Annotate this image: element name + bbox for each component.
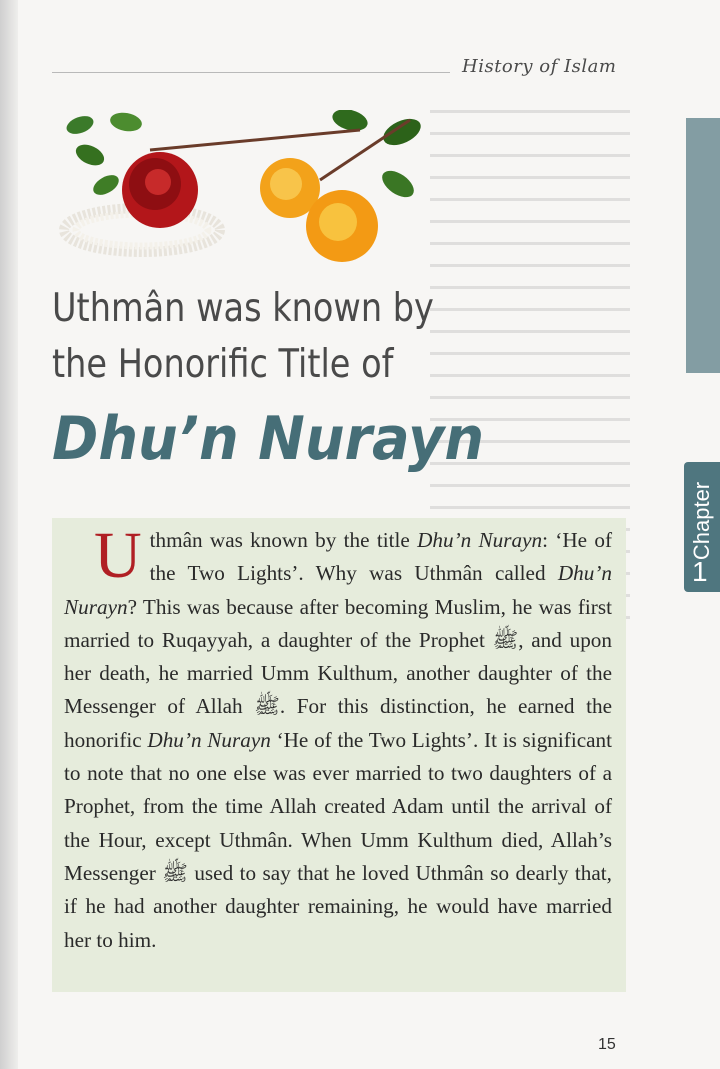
chapter-tab-number: 1 bbox=[692, 556, 708, 587]
body-text-segment: ‘He of the Two Lights’. It is significant to note that no one else was ever married to two daughters of a Prophet, from the time Allah created Adam until the arrival of the Hour, except Uthmân. When Umm Kulthum died, Allah’s Messenger ﷺ used to say that he loved Uthmân so dearly that, if he had another daughter remaining, he would have married her to him. bbox=[64, 727, 612, 952]
body-paragraph bbox=[64, 518, 612, 957]
yellow-roses bbox=[260, 158, 378, 262]
page-number: 15 bbox=[598, 1036, 616, 1053]
body-italic-term: Dhu’n Nurayn bbox=[64, 561, 612, 619]
body-text-segment: : ‘He of the Two Lights’. Why was Uthmân called bbox=[149, 528, 613, 586]
chapter-tab bbox=[684, 462, 720, 592]
body-text-segment: thmân was known by the title bbox=[149, 528, 418, 552]
title-line-1: Uthmân was known by bbox=[52, 286, 434, 331]
leaves bbox=[64, 110, 425, 203]
drop-cap: U bbox=[94, 519, 142, 592]
body-italic-term: Dhu’n Nurayn bbox=[417, 528, 543, 552]
roses-and-pearls-illustration bbox=[50, 110, 430, 270]
body-italic-term: Dhu’n Nurayn bbox=[147, 727, 271, 752]
header-rule bbox=[52, 72, 450, 73]
chapter-tab-label: Chapter bbox=[689, 481, 714, 561]
title-main: Dhu’n Nurayn bbox=[52, 404, 485, 474]
side-decorative-strip bbox=[686, 118, 720, 373]
title-line-2: the Honorific Title of bbox=[52, 342, 394, 387]
body-text-segment: ? This was because after becoming Muslim, he was first married to Ruqayyah, a daughter of the Prophet ﷺ, and upon her death, he married Umm Kulthum, another daughter of the Messenger of Allah ﷺ. For this distinction, he earned the honorific bbox=[64, 594, 613, 752]
book-spine-shadow bbox=[0, 0, 18, 1069]
running-head: History of Islam bbox=[462, 56, 617, 77]
red-rose bbox=[122, 152, 198, 228]
